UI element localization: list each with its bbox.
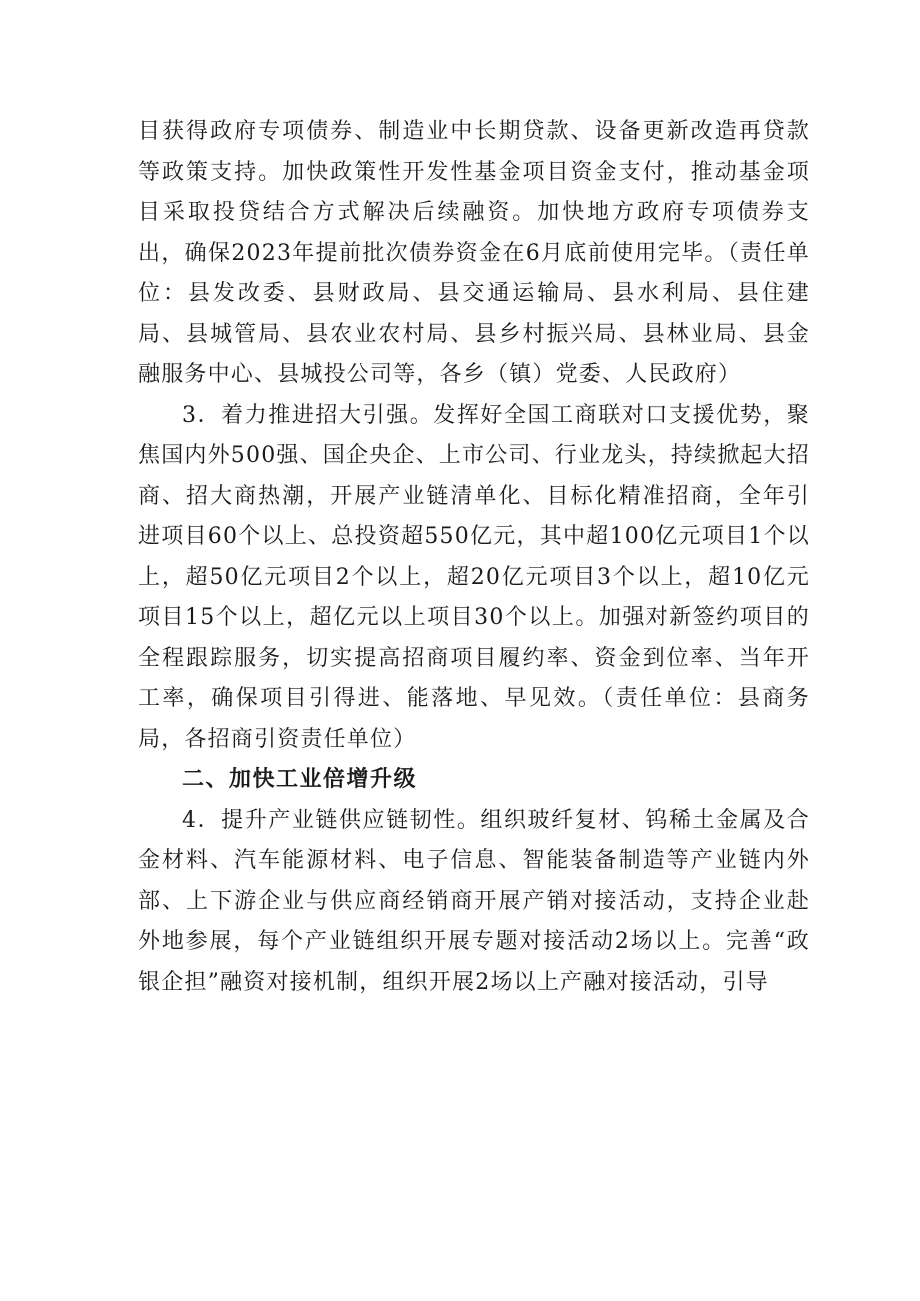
paragraph-investment-attraction: 3．着力推进招大引强。发挥好全国工商联对口支援优势，聚焦国内外500强、国企央企、上市公司、行业龙头，持续掀起大招商、招大商热潮，开展产业链清单化、目标化精准招商，全年引进项目60个以上、总投资超550亿元，其中超100亿元项目1个以上，超50亿元项目2个以上，超20亿元项目3个以上，超10亿元项目15个以上，超亿元以上项目30个以上。加强对新签约项目的全程跟踪服务，切实提高招商项目履约率、资金到位率、当年开工率，确保项目引得进、能落地、早见效。（责任单位：县商务局，各招商引资责任单位） bbox=[138, 402, 810, 752]
paragraph-supply-chain: 4．提升产业链供应链韧性。组织玻纤复材、钨稀土金属及合金材料、汽车能源材料、电子信息、智能装备制造等产业链内外部、上下游企业与供应商经销商开展产销对接活动，支持企业赴外地参展，每个产业链组织开展专题对接活动2场以上。完善“政银企担”融资对接机制，组织开展2场以上产融对接活动，引导 bbox=[138, 807, 810, 995]
section-heading: 二、加快工业倍增升级 bbox=[182, 767, 418, 792]
document-page bbox=[138, 112, 810, 1003]
paragraph-policy-support: 目获得政府专项债券、制造业中长期贷款、设备更新改造再贷款等政策支持。加快政策性开发性基金项目资金支付，推动基金项目采取投贷结合方式解决后续融资。加快地方政府专项债券支出，确保2023年提前批次债券资金在6月底前使用完毕。（责任单位：县发改委、县财政局、县交通运输局、县水利局、县住建局、县城管局、县农业农村局、县乡村振兴局、县林业局、县金融服务中心、县城投公司等，各乡（镇）党委、人民政府） bbox=[138, 119, 810, 387]
